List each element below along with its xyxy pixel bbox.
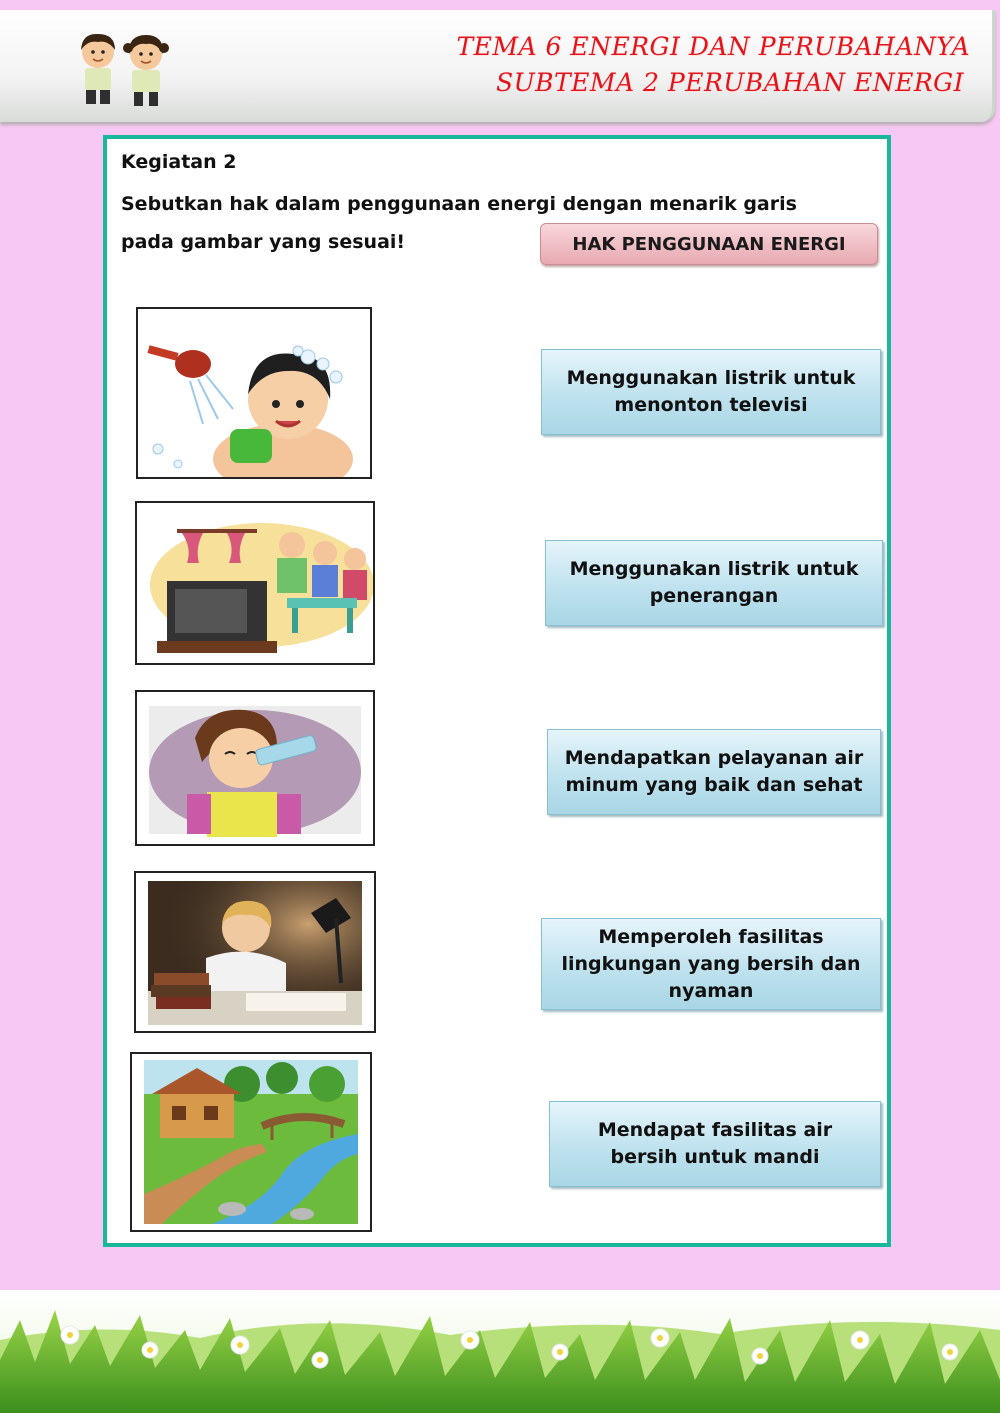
- option-air-bersih-mandi[interactable]: Mendapat fasilitas air bersih untuk mandi: [549, 1101, 881, 1187]
- activity-instruction: Sebutkan hak dalam penggunaan energi dengan menarik garis pada gambar yang sesuai!: [121, 193, 797, 253]
- option-listrik-televisi[interactable]: Menggunakan listrik untuk menonton televisi: [541, 349, 881, 435]
- picture-family-watching-tv[interactable]: [135, 501, 375, 665]
- option-air-minum[interactable]: Mendapatkan pelayanan air minum yang baik dan sehat: [547, 729, 881, 815]
- picture-girl-drinking-water[interactable]: [135, 690, 375, 846]
- grass-flower-footer: [0, 1290, 1000, 1413]
- header-band: [0, 10, 995, 122]
- category-label-box: HAK PENGGUNAAN ENERGI: [540, 223, 878, 265]
- kids-illustration: [68, 30, 178, 115]
- subtheme-title: SUBTEMA 2 PERUBAHAN ENERGI: [495, 68, 964, 97]
- picture-boy-studying-with-lamp[interactable]: [134, 871, 376, 1033]
- picture-boy-showering[interactable]: [136, 307, 372, 479]
- picture-clean-river-environment[interactable]: [130, 1052, 372, 1232]
- activity-label: Kegiatan 2: [121, 151, 237, 173]
- activity-card: [103, 135, 891, 1247]
- option-listrik-penerangan[interactable]: Menggunakan listrik untuk penerangan: [545, 540, 883, 626]
- theme-title: TEMA 6 ENERGI DAN PERUBAHANYA: [456, 32, 970, 61]
- option-fasilitas-lingkungan[interactable]: Memperoleh fasilitas lingkungan yang bersih dan nyaman: [541, 918, 881, 1010]
